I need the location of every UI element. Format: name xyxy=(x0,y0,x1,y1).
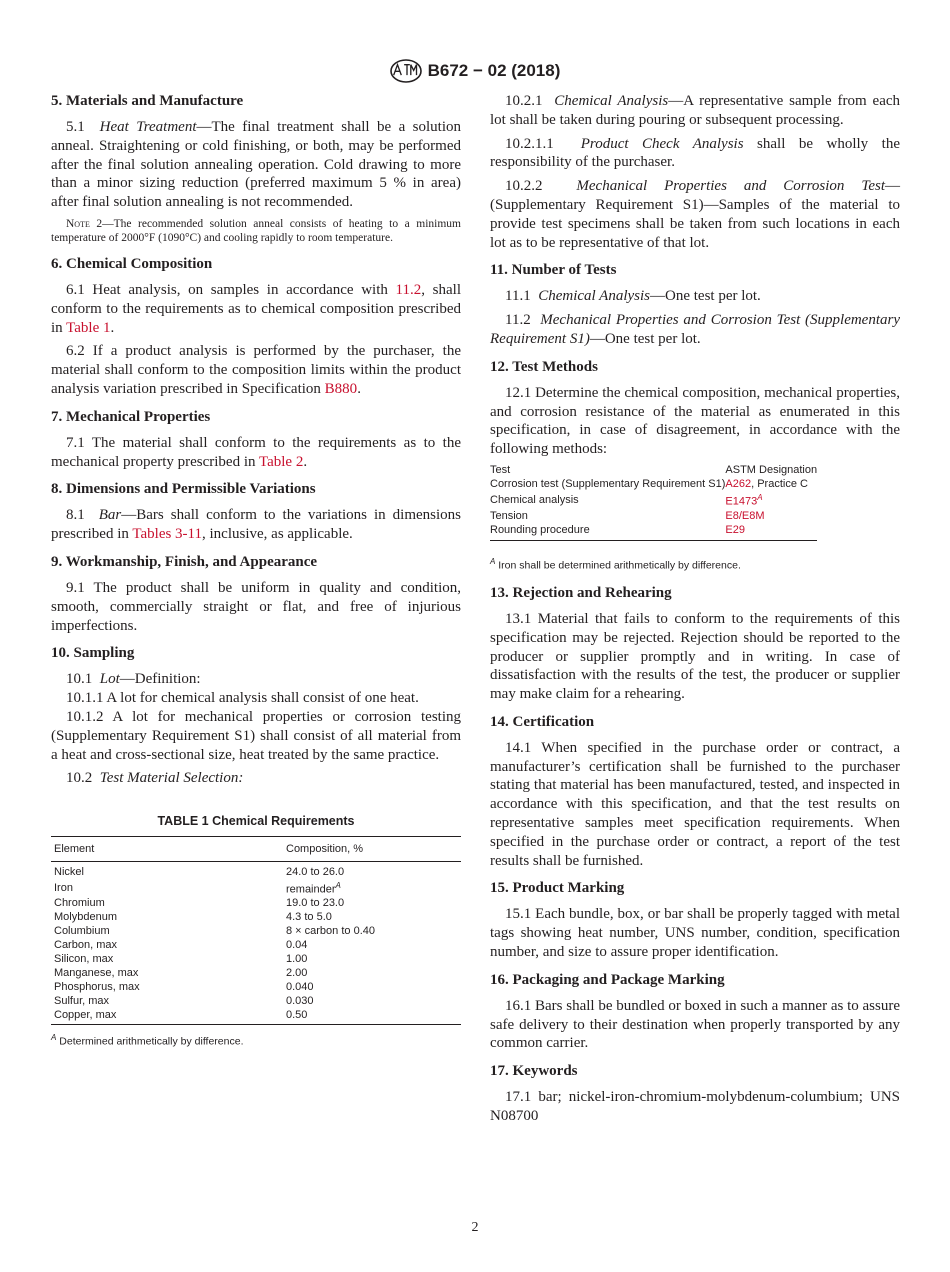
table-1 xyxy=(51,812,461,1052)
paragraph-10-2-1-1: 10.2.1.1 Product Check Analysis shall be wholly the responsibility of the purchaser. xyxy=(490,135,901,171)
paragraph-10-1-2: 10.1.2 A lot for mechanical properties or corrosion testing (Supplementary Requirement S1) shall consist of all material from a heat and cross-sectional size, heat treated by the same practice. xyxy=(51,708,461,763)
paragraph-12-1: 12.1 Determine the chemical composition, mechanical properties, and corrosion resistance of the material as enumerated in this specification, in case of disagreement, in accordance with the following methods: xyxy=(490,384,900,458)
column-header: Composition, % xyxy=(283,836,461,861)
section-9 xyxy=(51,553,461,635)
note-2: Note 2—The recommended solution anneal consists of heating to a minimum temperature of 2000°F (1090°C) and cooling rapidly to room temperature. xyxy=(51,217,461,245)
section-6 xyxy=(51,255,461,399)
section-11 xyxy=(490,261,900,348)
section-title: 17. Keywords xyxy=(490,1063,578,1080)
test-methods-table xyxy=(490,463,817,541)
section-title: 14. Certification xyxy=(490,713,595,730)
left-column xyxy=(51,92,461,1052)
link-e8-e8m[interactable]: E8/E8M xyxy=(725,509,765,522)
paragraph-15-1: 15.1 Each bundle, box, or bar shall be properly tagged with metal tags showing heat number, UNS number, condition, specification number, and size to assure proper identification. xyxy=(490,906,900,961)
section-title: 15. Product Marking xyxy=(490,880,625,897)
section-title: 16. Packaging and Package Marking xyxy=(490,971,725,988)
link-table-2[interactable]: Table 2 xyxy=(258,453,304,470)
section-15 xyxy=(490,879,900,961)
section-title: 13. Rejection and Rehearing xyxy=(490,584,672,601)
paragraph-10-1: 10.1 Lot—Definition: xyxy=(66,671,201,688)
section-13 xyxy=(490,584,900,704)
paragraph-11-1: 11.1 Chemical Analysis—One test per lot. xyxy=(505,288,761,305)
table-1-footnote: $^A$ Determined arithmetically by difference. xyxy=(51,1033,244,1048)
section-title: 11. Number of Tests xyxy=(490,262,617,279)
section-5 xyxy=(51,92,461,246)
paragraph-6-2: 6.2 If a product analysis is performed by the purchaser, the material shall conform to the composition limits within the product analysis variation prescribed in Specification B880. xyxy=(51,343,461,397)
paragraph-10-1-1: 10.1.1 A lot for chemical analysis shall consist of one heat. xyxy=(66,690,419,707)
paragraph-6-1: 6.1 Heat analysis, on samples in accordance with 11.2, shall conform to the requirements as to chemical composition prescribed in Table 1. xyxy=(51,281,461,336)
column-header: Element xyxy=(51,836,283,861)
section-12 xyxy=(490,358,900,575)
section-title: 6. Chemical Composition xyxy=(51,255,213,272)
link-e1473[interactable]: E1473 xyxy=(725,495,758,508)
table-row: Phosphorus, max 0.040 xyxy=(54,981,314,994)
section-title: 8. Dimensions and Permissible Variations xyxy=(51,481,316,498)
table-row: Chromium 19.0 to 23.0 xyxy=(54,897,345,910)
table-row: Rounding procedure E29 xyxy=(490,523,745,536)
paragraph-9-1: 9.1 The product shall be uniform in quality and condition, smooth, commercially straight or flat, and free of injurious imperfections. xyxy=(51,579,461,634)
section-10-continued xyxy=(490,92,900,252)
table-row: Sulfur, max 0.030 xyxy=(54,995,314,1008)
section-8 xyxy=(51,480,461,544)
table-header-row: Test ASTM Designation xyxy=(490,463,818,476)
chemical-requirements-table xyxy=(51,836,461,1025)
paragraph-8-1: 8.1 Bar—Bars shall conform to the variations in dimensions prescribed in Tables 3-11, inclusive, as applicable. xyxy=(51,507,461,543)
section-16 xyxy=(490,971,900,1053)
paragraph-5-1: 5.1 Heat Treatment—The final treatment shall be a solution anneal. Straightening or cold finishing, or both, may be performed after the final solution annealing operation. Cold drawing to more than a minor sizing reduction (preferred maximum 5 % in area) after final solution annealing is not recommended. xyxy=(51,119,462,211)
paragraph-11-2: 11.2 Mechanical Properties and Corrosion Test (Supplementary Requirement S1)—One test per lot. xyxy=(490,312,900,347)
methods-footnote: $^A$ Iron shall be determined arithmetically by difference. xyxy=(490,556,741,572)
table-title: TABLE 1 Chemical Requirements xyxy=(157,814,355,829)
table-row: Corrosion test (Supplementary Requirement S1) A262, Practice C xyxy=(490,477,808,490)
section-title: 12. Test Methods xyxy=(490,358,598,375)
table-row: Molybdenum 4.3 to 5.0 xyxy=(54,911,332,924)
paragraph-10-2: 10.2 Test Material Selection: xyxy=(66,770,244,787)
paragraph-10-2-1: 10.2.1 Chemical Analysis—A representative sample from each lot shall be taken during pouring or subsequent processing. xyxy=(490,93,901,128)
paragraph-14-1: 14.1 When specified in the purchase order or contract, a manufacturer’s certification shall be furnished to the purchaser stating that material has been manufactured, tested, and inspected in accordance with this specification, and that the test results on representative samples meet specification requirements. When specified in the purchase order or contract, a report of the test results shall be furnished. xyxy=(490,739,900,869)
page-number: 2 xyxy=(471,1220,479,1235)
section-title: 10. Sampling xyxy=(51,645,135,662)
link-table-1[interactable]: Table 1 xyxy=(66,319,111,336)
link-tables-3-11[interactable]: Tables 3-11 xyxy=(132,526,202,543)
table-row: Nickel 24.0 to 26.0 xyxy=(54,865,345,878)
paragraph-17-1: 17.1 bar; nickel-iron-chromium-molybdenum-columbium; UNS N08700 xyxy=(490,1089,900,1125)
table-row: Carbon, max 0.04 xyxy=(54,939,308,952)
table-row: Tension E8/E8M xyxy=(490,509,765,522)
link-e29[interactable]: E29 xyxy=(725,523,745,536)
document-designation: B672 − 02 (2018) xyxy=(427,61,561,80)
table-row: Chemical analysis $E1473^A$ xyxy=(490,492,763,508)
section-title: 5. Materials and Manufacture xyxy=(51,93,244,109)
paragraph-7-1: 7.1 The material shall conform to the requirements as to the mechanical property prescribed in Table 2. xyxy=(51,434,461,470)
page-header xyxy=(0,58,950,84)
table-row: Copper, max 0.50 xyxy=(54,1009,308,1022)
section-14 xyxy=(490,713,900,871)
table-row: Manganese, max 2.00 xyxy=(54,967,308,980)
section-title: 7. Mechanical Properties xyxy=(51,408,211,425)
link-11-2[interactable]: 11.2 xyxy=(395,281,422,298)
table-row: Silicon, max 1.00 xyxy=(54,953,308,966)
right-column xyxy=(490,92,900,1135)
paragraph-13-1: 13.1 Material that fails to conform to the requirements of this specification may be rejected. Rejection should be reported to the producer or supplier promptly and in writing. In case of dissatisfaction with the results of the test, the producer or supplier may make claim for a rehearing. xyxy=(490,610,900,703)
paragraph-16-1: 16.1 Bars shall be bundled or boxed in such a manner as to assure safe delivery to their destination when properly transported by any common carrier. xyxy=(490,997,900,1052)
link-a262[interactable]: A262 xyxy=(725,477,752,490)
section-7 xyxy=(51,408,461,472)
link-b880[interactable]: B880 xyxy=(324,380,358,397)
section-title: 9. Workmanship, Finish, and Appearance xyxy=(51,553,318,570)
paragraph-10-2-2: 10.2.2 Mechanical Properties and Corrosion Test—(Supplementary Requirement S1)—Samples of the material to provide test specimens shall be taken from such locations in each lot as to be representative of that lot. xyxy=(490,178,900,251)
astm-logo-icon xyxy=(390,59,422,83)
section-17 xyxy=(490,1062,900,1126)
section-10 xyxy=(51,644,461,788)
table-row: Iron remainder$^A$ xyxy=(54,880,341,896)
table-row: Columbium 8 × carbon to 0.40 xyxy=(54,925,375,938)
